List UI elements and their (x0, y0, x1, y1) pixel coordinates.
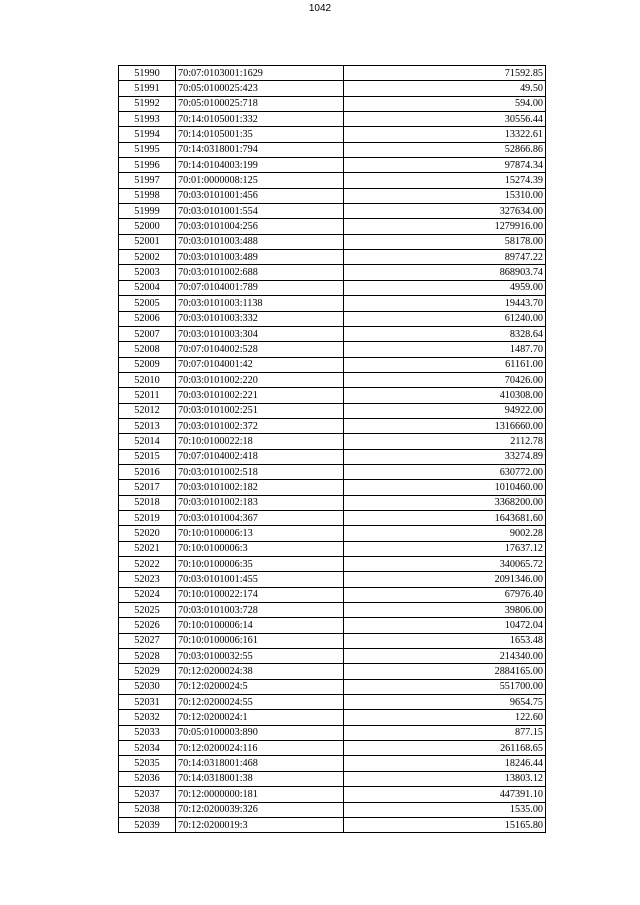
cadastral-number-cell: 70:12:0200019:3 (176, 817, 344, 832)
table-row (119, 541, 546, 556)
value-cell: 3368200.00 (344, 495, 546, 510)
row-number-cell: 52017 (119, 480, 176, 495)
cadastral-number-cell: 70:01:0000008:125 (176, 173, 344, 188)
value-cell: 71592.85 (344, 66, 546, 81)
value-cell: 89747.22 (344, 250, 546, 265)
row-number-cell: 52035 (119, 756, 176, 771)
row-number-cell: 52021 (119, 541, 176, 556)
row-number-cell: 52004 (119, 280, 176, 295)
cadastral-number-cell: 70:14:0104003:199 (176, 158, 344, 173)
row-number-cell: 52016 (119, 464, 176, 479)
value-cell: 15165.80 (344, 817, 546, 832)
table-row (119, 817, 546, 832)
cadastral-number-cell: 70:10:0100006:13 (176, 526, 344, 541)
table-row (119, 495, 546, 510)
value-cell: 1279916.00 (344, 219, 546, 234)
value-cell: 17637.12 (344, 541, 546, 556)
row-number-cell: 51997 (119, 173, 176, 188)
value-cell: 122.60 (344, 710, 546, 725)
value-cell: 327634.00 (344, 204, 546, 219)
row-number-cell: 52011 (119, 388, 176, 403)
table-row (119, 741, 546, 756)
row-number-cell: 52000 (119, 219, 176, 234)
cadastral-number-cell: 70:03:0101003:488 (176, 234, 344, 249)
table-row (119, 664, 546, 679)
row-number-cell: 51998 (119, 188, 176, 203)
row-number-cell: 52031 (119, 695, 176, 710)
row-number-cell: 52023 (119, 572, 176, 587)
cadastral-number-cell: 70:03:0100032:55 (176, 649, 344, 664)
cadastral-number-cell: 70:14:0318001:468 (176, 756, 344, 771)
table-row (119, 142, 546, 157)
table-row (119, 725, 546, 740)
table-row (119, 280, 546, 295)
row-number-cell: 51991 (119, 81, 176, 96)
cadastral-number-cell: 70:03:0101002:688 (176, 265, 344, 280)
value-cell: 9002.28 (344, 526, 546, 541)
row-number-cell: 52001 (119, 234, 176, 249)
row-number-cell: 52029 (119, 664, 176, 679)
row-number-cell: 52009 (119, 357, 176, 372)
cadastral-number-cell: 70:07:0104001:789 (176, 280, 344, 295)
value-cell: 30556.44 (344, 112, 546, 127)
cadastral-number-cell: 70:03:0101001:456 (176, 188, 344, 203)
value-cell: 340065.72 (344, 557, 546, 572)
table-body (119, 66, 546, 833)
cadastral-number-cell: 70:03:0101001:455 (176, 572, 344, 587)
cadastral-number-cell: 70:03:0101004:367 (176, 510, 344, 525)
row-number-cell: 52039 (119, 817, 176, 832)
row-number-cell: 52010 (119, 372, 176, 387)
table-row (119, 403, 546, 418)
cadastral-number-cell: 70:03:0101003:304 (176, 326, 344, 341)
row-number-cell: 52027 (119, 633, 176, 648)
value-cell: 447391.10 (344, 787, 546, 802)
row-number-cell: 52003 (119, 265, 176, 280)
table-row (119, 618, 546, 633)
page-number: 1042 (308, 3, 332, 14)
value-cell: 1487.70 (344, 342, 546, 357)
cadastral-number-cell: 70:03:0101003:1138 (176, 296, 344, 311)
row-number-cell: 52028 (119, 649, 176, 664)
table-row (119, 649, 546, 664)
value-cell: 15274.39 (344, 173, 546, 188)
table-row (119, 265, 546, 280)
cadastral-number-cell: 70:03:0101003:332 (176, 311, 344, 326)
cadastral-number-cell: 70:14:0105001:332 (176, 112, 344, 127)
cadastral-number-cell: 70:10:0100006:3 (176, 541, 344, 556)
value-cell: 13322.61 (344, 127, 546, 142)
table-row (119, 587, 546, 602)
cadastral-number-cell: 70:03:0101002:220 (176, 372, 344, 387)
row-number-cell: 52033 (119, 725, 176, 740)
row-number-cell: 51990 (119, 66, 176, 81)
cadastral-number-cell: 70:10:0100022:18 (176, 434, 344, 449)
row-number-cell: 52030 (119, 679, 176, 694)
table-row (119, 418, 546, 433)
value-cell: 15310.00 (344, 188, 546, 203)
cadastral-number-cell: 70:12:0000000:181 (176, 787, 344, 802)
table-row (119, 81, 546, 96)
value-cell: 18246.44 (344, 756, 546, 771)
cadastral-number-cell: 70:14:0318001:38 (176, 771, 344, 786)
value-cell: 1535.00 (344, 802, 546, 817)
table-row (119, 802, 546, 817)
value-cell: 97874.34 (344, 158, 546, 173)
row-number-cell: 52020 (119, 526, 176, 541)
value-cell: 58178.00 (344, 234, 546, 249)
row-number-cell: 51994 (119, 127, 176, 142)
cadastral-number-cell: 70:05:0100003:890 (176, 725, 344, 740)
table-row (119, 710, 546, 725)
table-row (119, 296, 546, 311)
table-row (119, 480, 546, 495)
row-number-cell: 52018 (119, 495, 176, 510)
cadastral-number-cell: 70:14:0318001:794 (176, 142, 344, 157)
row-number-cell: 51993 (119, 112, 176, 127)
table-row (119, 204, 546, 219)
value-cell: 13803.12 (344, 771, 546, 786)
cadastre-value-table (118, 65, 546, 833)
value-cell: 877.15 (344, 725, 546, 740)
cadastral-number-cell: 70:07:0104002:418 (176, 449, 344, 464)
cadastral-number-cell: 70:03:0101002:251 (176, 403, 344, 418)
table-row (119, 188, 546, 203)
table-row (119, 464, 546, 479)
row-number-cell: 52036 (119, 771, 176, 786)
table-row (119, 771, 546, 786)
table-row (119, 372, 546, 387)
row-number-cell: 51992 (119, 96, 176, 111)
table-row (119, 342, 546, 357)
table-row (119, 127, 546, 142)
cadastral-number-cell: 70:12:0200039:326 (176, 802, 344, 817)
cadastral-number-cell: 70:03:0101002:183 (176, 495, 344, 510)
row-number-cell: 52007 (119, 326, 176, 341)
row-number-cell: 52022 (119, 557, 176, 572)
table-row (119, 572, 546, 587)
cadastral-number-cell: 70:03:0101004:256 (176, 219, 344, 234)
value-cell: 551700.00 (344, 679, 546, 694)
value-cell: 1316660.00 (344, 418, 546, 433)
table-row (119, 557, 546, 572)
value-cell: 19443.70 (344, 296, 546, 311)
row-number-cell: 51995 (119, 142, 176, 157)
table-row (119, 679, 546, 694)
value-cell: 214340.00 (344, 649, 546, 664)
table-row (119, 173, 546, 188)
table-row (119, 388, 546, 403)
cadastral-number-cell: 70:10:0100006:35 (176, 557, 344, 572)
cadastral-number-cell: 70:14:0105001:35 (176, 127, 344, 142)
value-cell: 33274.89 (344, 449, 546, 464)
row-number-cell: 52026 (119, 618, 176, 633)
value-cell: 2091346.00 (344, 572, 546, 587)
value-cell: 67976.40 (344, 587, 546, 602)
value-cell: 61240.00 (344, 311, 546, 326)
table-row (119, 449, 546, 464)
value-cell: 39806.00 (344, 603, 546, 618)
cadastral-number-cell: 70:07:0104001:42 (176, 357, 344, 372)
row-number-cell: 52025 (119, 603, 176, 618)
table-row (119, 510, 546, 525)
table-row (119, 633, 546, 648)
table-row (119, 326, 546, 341)
value-cell: 630772.00 (344, 464, 546, 479)
table-row (119, 603, 546, 618)
value-cell: 1653.48 (344, 633, 546, 648)
cadastral-number-cell: 70:07:0104002:528 (176, 342, 344, 357)
table-row (119, 695, 546, 710)
value-cell: 8328.64 (344, 326, 546, 341)
cadastral-number-cell: 70:12:0200024:38 (176, 664, 344, 679)
value-cell: 2112.78 (344, 434, 546, 449)
value-cell: 594.00 (344, 96, 546, 111)
row-number-cell: 52024 (119, 587, 176, 602)
cadastral-number-cell: 70:12:0200024:116 (176, 741, 344, 756)
row-number-cell: 52034 (119, 741, 176, 756)
row-number-cell: 51999 (119, 204, 176, 219)
row-number-cell: 52008 (119, 342, 176, 357)
cadastral-number-cell: 70:07:0103001:1629 (176, 66, 344, 81)
row-number-cell: 51996 (119, 158, 176, 173)
table-row (119, 234, 546, 249)
cadastral-number-cell: 70:03:0101002:518 (176, 464, 344, 479)
cadastral-number-cell: 70:03:0101002:221 (176, 388, 344, 403)
table-row (119, 96, 546, 111)
cadastral-number-cell: 70:03:0101002:372 (176, 418, 344, 433)
value-cell: 1010460.00 (344, 480, 546, 495)
row-number-cell: 52005 (119, 296, 176, 311)
cadastral-number-cell: 70:10:0100006:14 (176, 618, 344, 633)
table-row (119, 219, 546, 234)
table-row (119, 787, 546, 802)
row-number-cell: 52032 (119, 710, 176, 725)
table-row (119, 526, 546, 541)
table-row (119, 756, 546, 771)
cadastral-number-cell: 70:10:0100022:174 (176, 587, 344, 602)
cadastral-number-cell: 70:05:0100025:423 (176, 81, 344, 96)
value-cell: 261168.65 (344, 741, 546, 756)
value-cell: 61161.00 (344, 357, 546, 372)
table-row (119, 158, 546, 173)
value-cell: 49.50 (344, 81, 546, 96)
table-row (119, 250, 546, 265)
table-row (119, 311, 546, 326)
cadastral-number-cell: 70:03:0101003:728 (176, 603, 344, 618)
row-number-cell: 52013 (119, 418, 176, 433)
row-number-cell: 52038 (119, 802, 176, 817)
row-number-cell: 52006 (119, 311, 176, 326)
row-number-cell: 52014 (119, 434, 176, 449)
table-row (119, 434, 546, 449)
value-cell: 70426.00 (344, 372, 546, 387)
value-cell: 4959.00 (344, 280, 546, 295)
value-cell: 10472.04 (344, 618, 546, 633)
cadastral-number-cell: 70:03:0101002:182 (176, 480, 344, 495)
row-number-cell: 52015 (119, 449, 176, 464)
value-cell: 410308.00 (344, 388, 546, 403)
row-number-cell: 52037 (119, 787, 176, 802)
value-cell: 94922.00 (344, 403, 546, 418)
row-number-cell: 52002 (119, 250, 176, 265)
table-row (119, 357, 546, 372)
cadastral-number-cell: 70:10:0100006:161 (176, 633, 344, 648)
cadastral-number-cell: 70:03:0101003:489 (176, 250, 344, 265)
table-row (119, 66, 546, 81)
cadastral-number-cell: 70:12:0200024:55 (176, 695, 344, 710)
row-number-cell: 52012 (119, 403, 176, 418)
value-cell: 52866.86 (344, 142, 546, 157)
row-number-cell: 52019 (119, 510, 176, 525)
cadastral-number-cell: 70:05:0100025:718 (176, 96, 344, 111)
value-cell: 868903.74 (344, 265, 546, 280)
table-row (119, 112, 546, 127)
value-cell: 9654.75 (344, 695, 546, 710)
value-cell: 1643681.60 (344, 510, 546, 525)
cadastral-number-cell: 70:03:0101001:554 (176, 204, 344, 219)
cadastral-number-cell: 70:12:0200024:5 (176, 679, 344, 694)
cadastral-number-cell: 70:12:0200024:1 (176, 710, 344, 725)
value-cell: 2884165.00 (344, 664, 546, 679)
